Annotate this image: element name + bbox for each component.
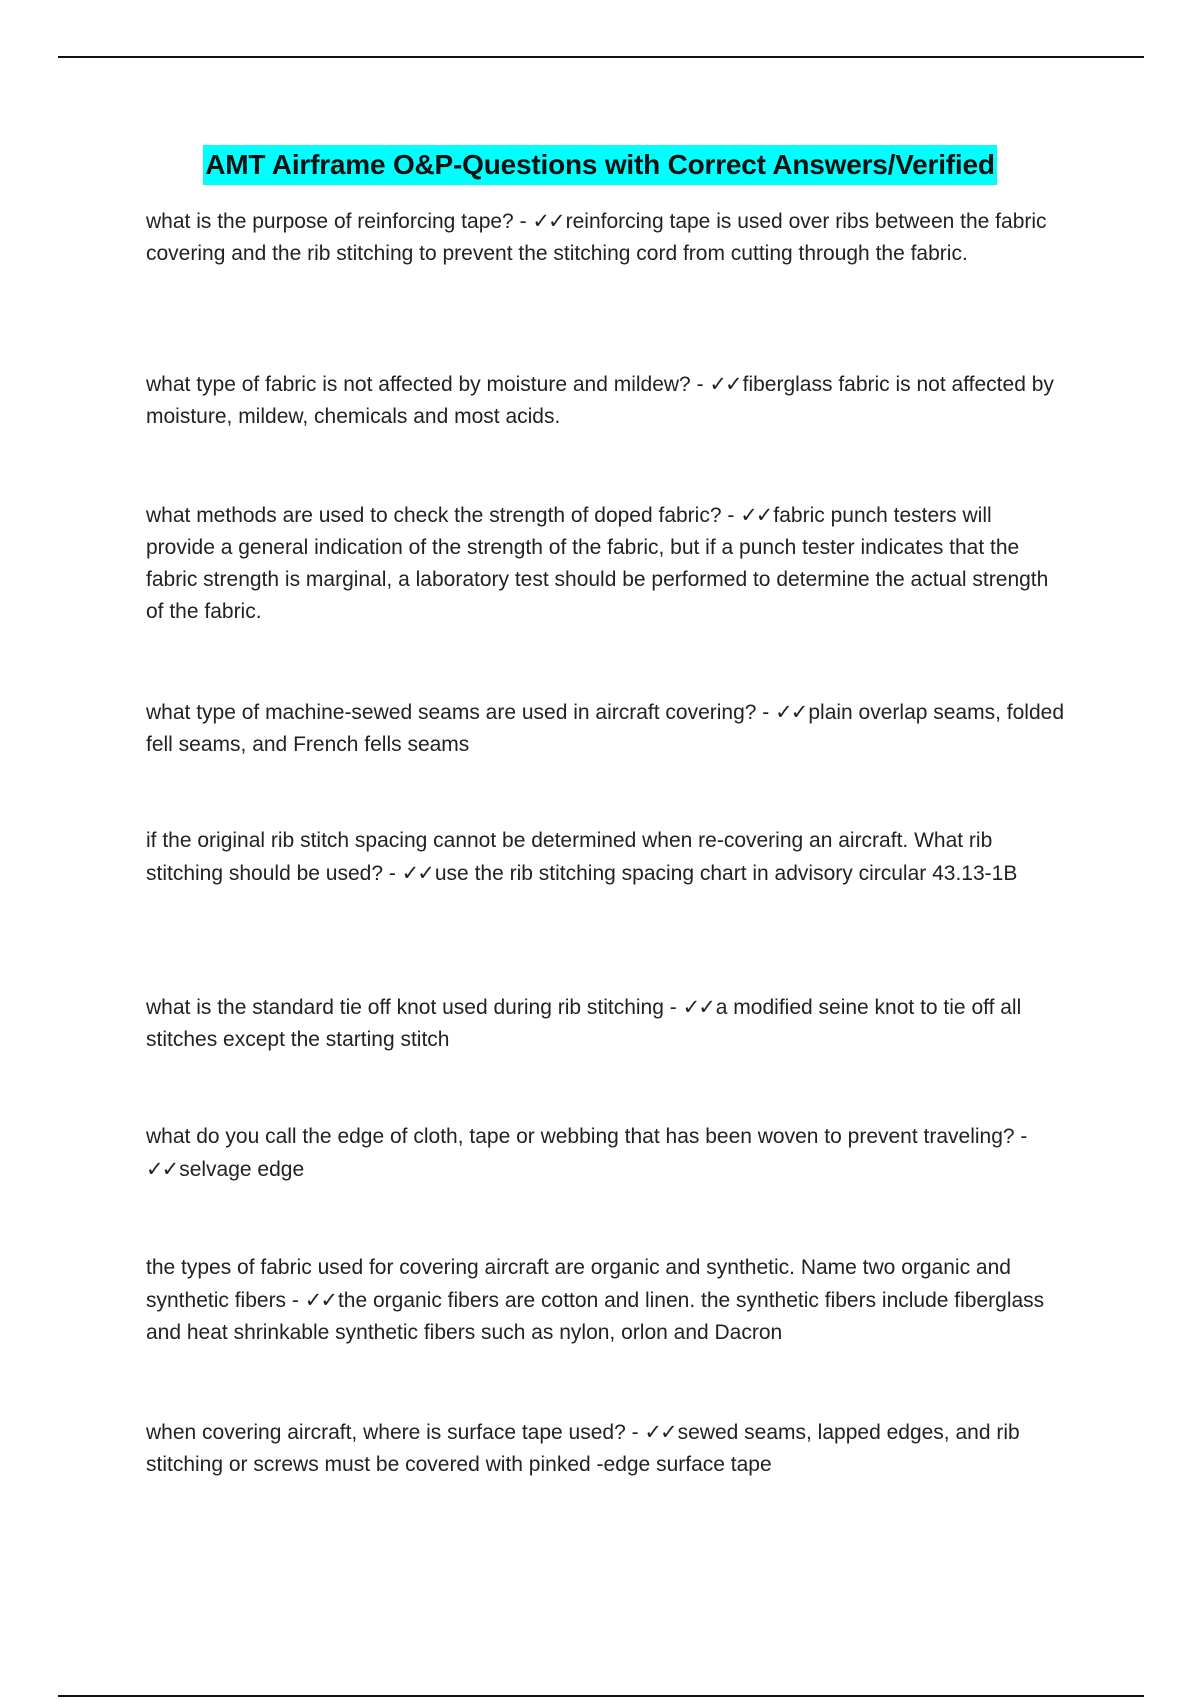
answer-text: fabric punch testers will provide a general indication of the strength of the fabric, but if a punch tester indicates that the fabric strength is marginal, a laboratory test should be performed to determine the actual strength of the fabric. bbox=[146, 504, 1049, 623]
double-check-icon: ✓✓ bbox=[532, 209, 564, 233]
question-text: what do you call the edge of cloth, tape or webbing that has been woven to prevent traveling? bbox=[146, 1125, 1015, 1148]
question-text: what type of machine-sewed seams are used in aircraft covering? bbox=[146, 701, 757, 724]
qa-item bbox=[146, 368, 1066, 433]
question-text: what type of fabric is not affected by moisture and mildew? bbox=[146, 373, 691, 396]
separator: - bbox=[663, 996, 683, 1019]
question-text: what methods are used to check the strength of doped fabric? bbox=[146, 504, 722, 527]
double-check-icon: ✓✓ bbox=[775, 700, 807, 724]
qa-list bbox=[146, 0, 1066, 1700]
qa-item bbox=[146, 696, 1066, 761]
answer-text: sewed seams, lapped edges, and rib stitching or screws must be covered with pinked -edge surface tape bbox=[146, 1421, 1020, 1476]
answer-text: plain overlap seams, folded fell seams, and French fells seams bbox=[146, 701, 1064, 756]
qa-item bbox=[146, 499, 1066, 628]
question-text: what is the standard tie off knot used during rib stitching bbox=[146, 996, 664, 1019]
double-check-icon: ✓✓ bbox=[682, 995, 714, 1019]
separator: - bbox=[513, 210, 533, 233]
separator: - bbox=[383, 862, 402, 885]
question-text: if the original rib stitch spacing cannot be determined when re-covering an aircraft. What rib stitching should be used? bbox=[146, 829, 993, 885]
separator: - bbox=[1014, 1125, 1028, 1148]
separator: - bbox=[690, 373, 710, 396]
question-text: the types of fabric used for covering aircraft are organic and synthetic. Name two organic and synthetic fibers bbox=[146, 1256, 1011, 1312]
double-check-icon: ✓✓ bbox=[146, 1157, 178, 1181]
separator: - bbox=[286, 1289, 305, 1312]
answer-text: fiberglass fabric is not affected by moisture, mildew, chemicals and most acids. bbox=[146, 373, 1054, 428]
answer-text: selvage edge bbox=[179, 1158, 305, 1181]
separator: - bbox=[721, 504, 741, 527]
separator: - bbox=[756, 701, 776, 724]
bottom-rule bbox=[58, 1695, 1144, 1697]
answer-text: the organic fibers are cotton and linen. the synthetic fibers include fiberglass and heat shrinkable synthetic fibers such as nylon, orlon and Dacron bbox=[146, 1289, 1045, 1344]
qa-item bbox=[146, 205, 1066, 270]
answer-text: reinforcing tape is used over ribs between the fabric covering and the rib stitching to prevent the stitching cord from cutting through the fabric. bbox=[146, 210, 1047, 265]
separator: - bbox=[625, 1421, 645, 1444]
qa-item bbox=[146, 825, 1066, 890]
double-check-icon: ✓✓ bbox=[709, 372, 741, 396]
qa-item bbox=[146, 1416, 1066, 1481]
document-title: AMT Airframe O&P-Questions with Correct Answers/Verified bbox=[203, 145, 997, 185]
qa-item bbox=[146, 1121, 1066, 1186]
double-check-icon: ✓✓ bbox=[304, 1288, 336, 1312]
question-text: what is the purpose of reinforcing tape? bbox=[146, 210, 514, 233]
answer-text: a modified seine knot to tie off all stitches except the starting stitch bbox=[146, 996, 1022, 1051]
double-check-icon: ✓✓ bbox=[740, 503, 772, 527]
question-text: when covering aircraft, where is surface tape used? bbox=[146, 1421, 626, 1444]
qa-item bbox=[146, 1252, 1066, 1349]
answer-text: use the rib stitching spacing chart in advisory circular 43.13-1B bbox=[434, 862, 1018, 885]
double-check-icon: ✓✓ bbox=[644, 1420, 676, 1444]
qa-item bbox=[146, 991, 1066, 1056]
double-check-icon: ✓✓ bbox=[401, 861, 433, 885]
